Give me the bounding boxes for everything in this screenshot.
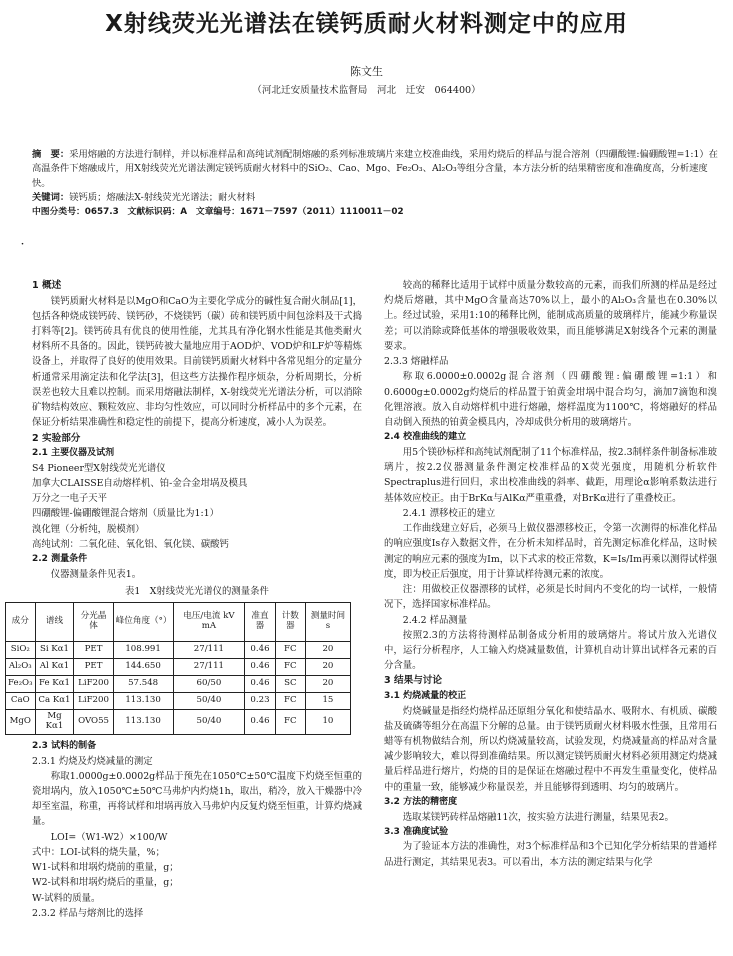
table-cell: 27/111 <box>173 642 245 659</box>
table-cell: 0.46 <box>245 676 275 693</box>
equipment-item: 加拿大CLAISSE自动熔样机、铂-金合金坩埚及模具 <box>32 477 248 489</box>
section-2-2-title: 2.2 测量条件 <box>32 554 88 565</box>
table-cell: 0.23 <box>245 693 275 710</box>
keywords-label: 关键词： <box>32 192 70 204</box>
section-3-title: 3 结果与讨论 <box>384 675 442 687</box>
table-header-row <box>6 603 351 642</box>
section-2-4-title: 2.4 校准曲线的建立 <box>384 432 467 443</box>
table-cell: Ca Kα1 <box>35 693 74 710</box>
author: 陈文生 <box>350 65 383 78</box>
table-cell: FC <box>275 642 305 659</box>
table-cell: CaO <box>6 693 36 710</box>
table-header-cell: 谱线 <box>35 603 74 642</box>
keywords-text: 镁钙质；熔融法X-射线荧光光谱法；耐火材料 <box>69 192 256 204</box>
table-row <box>6 710 351 735</box>
section-1-title: 1 概述 <box>32 280 62 291</box>
table-1 <box>5 602 351 735</box>
section-3-3-paragraph: 为了验证本方法的准确性，对3个标准样品和3个已知化学分析结果的普通样品进行测定，其结果见表3。可以看出，本方法的测定结果与化学 <box>384 841 717 868</box>
table-cell: Mg Kα1 <box>35 710 74 735</box>
section-2-1-title: 2.1 主要仪器及试剂 <box>32 448 115 459</box>
section-3-3-title: 3.3 准确度试验 <box>384 826 449 837</box>
section-2-3-3-title: 2.3.3 熔融样品 <box>384 356 449 368</box>
table-cell: 50/40 <box>173 710 245 735</box>
dilution-paragraph: 较高的稀释比适用于试样中质量分数较高的元素，而我们所测的样品是经过灼烧后熔融，其中MgO含量高达70%以上，最小的Al₂O₃含量也在0.30%以上。经过试验，采用1:10的稀释比例，能制成高质量的玻璃样片，能减少称量误差；可以消除或降低基体的增强吸收效果，而且能够满足X射线各个元素的测量要求。 <box>384 280 717 352</box>
table-row <box>6 693 351 710</box>
formula-definition: W1-试料和坩埚灼烧前的重量，g； <box>32 862 179 874</box>
table-header-cell: 成分 <box>6 603 36 642</box>
table-cell: MgO <box>6 710 36 735</box>
section-2-3-3-paragraph: 称取6.0000±0.0002g混合溶剂（四硼酸锂:偏硼酸锂=1:1）和0.6000g±0.0002g灼烧后的样品置于铂黄金坩埚中混合均匀，滴加7滴饱和溴化锂溶液。放入自动熔样机中进行熔融，熔样温度为1100℃，将熔融好的样品自动倒入预热的铂黄金模具内，冷却成供分析用的玻璃熔片。 <box>384 371 717 429</box>
equipment-item: S4 Pioneer型X射线荧光光谱仪 <box>32 462 166 474</box>
table-cell: OVO55 <box>74 710 113 735</box>
table-cell: 10 <box>305 710 350 735</box>
keywords <box>32 191 718 205</box>
table-cell: FC <box>275 659 305 676</box>
table-header-cell: 峰位角度（°） <box>113 603 173 642</box>
abstract <box>32 148 718 191</box>
table-1-caption: 表1 X射线荧光光谱仪的测量条件 <box>125 585 269 597</box>
table-cell: PET <box>74 659 113 676</box>
section-3-2-paragraph: 选取某镁钙砖样品熔融11次，按实验方法进行测量，结果见表2。 <box>402 811 674 823</box>
equipment-item: 四硼酸锂-偏硼酸锂混合熔剂（质量比为1:1） <box>32 508 220 520</box>
table-cell: 20 <box>305 676 350 693</box>
table-cell: PET <box>74 642 113 659</box>
section-2-4-2-paragraph: 按照2.3的方法将待测样品制备成分析用的玻璃熔片。将试片放入光谱仪中，运行分析程序，人工输入灼烧减量数值，计算机自动计算出试样各元素的百分含量。 <box>384 629 717 672</box>
paper-title: X射线荧光光谱法在镁钙质耐火材料测定中的应用 <box>105 11 628 37</box>
table-cell: 60/50 <box>173 676 245 693</box>
formula-definition: W-试料的质量。 <box>32 892 101 904</box>
section-2-4-paragraph: 用5个镁砂标样和高纯试剂配制了11个标准样品，按2.3制样条件制备标准玻璃片，按2.2仪器测量条件测定校准样品的X荧光强度，用随机分析软件Spectraplus进行回归，求出校准曲线的斜率、截距，用理论α影响系数法进行基体效应校正。由于BrKα与AlKα严重重叠，对BrKα进行了重叠校正。 <box>384 446 717 504</box>
table-cell: Fe Kα1 <box>35 676 74 693</box>
table-cell: 113.130 <box>113 693 173 710</box>
section-2-4-2-title: 2.4.2 样品测量 <box>402 614 468 626</box>
table-cell: 20 <box>305 642 350 659</box>
formula-definition: 式中：LOI-试料的烧失量，%； <box>32 846 165 858</box>
table-cell: 15 <box>305 693 350 710</box>
table-row <box>6 676 351 693</box>
decorative-dot: ・ <box>18 240 28 250</box>
table-header-cell: 电压/电流 kV mA <box>173 603 245 642</box>
table-cell: 50/40 <box>173 693 245 710</box>
abstract-text: 采用熔融的方法进行制样，并以标准样品和高纯试剂配制熔融的系列标准玻璃片来建立校准曲线，采用灼烧后的样品与混合溶剂（四硼酸锂:偏硼酸锂=1:1）在高温条件下熔融成片，用X射线荧光光谱法测定镁钙质耐火材料中的SiO₂、Cao、Mgo、Fe₂O₃、Al₂O₃等组分含量，本方法分析的结果精密度和准确度高，分析速度快。 <box>32 149 718 189</box>
section-3-1-paragraph: 灼烧碱量是指经灼烧样品还原组分氧化和使结晶水、吸附水、有机质、碳酸盐及硫磷等组分在高温下分解的总量。由于镁钙质耐火材料吸水性强，且常用石蜡等有机物做结合剂，所以灼烧减量较高，试验发现，灼烧减量高的样品对含量减少影响较大，难以得到准确结果。所以测定镁钙质耐火材料必须用测定灼烧减量后样品进行熔片，灼烧的目的是保证在熔融过程中不再发生重量变化，使样品中的重量一致，能够减少称量误差，并且能够得到透明、均匀的玻璃片。 <box>384 705 717 793</box>
right-column <box>384 278 717 870</box>
left-column <box>8 278 362 921</box>
table-cell: FC <box>275 710 305 735</box>
section-2-4-1-title: 2.4.1 漂移校正的建立 <box>402 507 496 519</box>
table-cell: Al₂O₃ <box>6 659 36 676</box>
note-paragraph: 注：用做校正仪器漂移的试样，必须是长时间内不变化的均一试样，一般情况下，选择国家标准样品。 <box>384 584 717 611</box>
table-cell: Si Kα1 <box>35 642 74 659</box>
table-cell: LiF200 <box>74 676 113 693</box>
table-cell: 20 <box>305 659 350 676</box>
abstract-label: 摘 要： <box>32 149 70 160</box>
table-cell: 144.650 <box>113 659 173 676</box>
table-cell: 113.130 <box>113 710 173 735</box>
table-row <box>6 659 351 676</box>
table-header-cell: 测量时间 s <box>305 603 350 642</box>
table-cell: 27/111 <box>173 659 245 676</box>
classification-line: 中图分类号：0657.3 文献标识码：A 文章编号：1671－7597（2011）1110011－02 <box>32 206 404 217</box>
table-header-cell: 分光晶体 <box>74 603 113 642</box>
table-cell: SC <box>275 676 305 693</box>
section-3-2-title: 3.2 方法的精密度 <box>384 796 458 807</box>
section-2-3-1-title: 2.3.1 灼烧及灼烧减量的测定 <box>32 755 153 767</box>
table-header-cell: 准直器 <box>245 603 275 642</box>
equipment-item: 溴化锂（分析纯，脱模剂） <box>32 523 145 535</box>
section-2-3-title: 2.3 试料的制备 <box>32 740 97 751</box>
table-cell: 57.548 <box>113 676 173 693</box>
table-cell: 0.46 <box>245 659 275 676</box>
formula-definition: W2-试料和坩埚灼烧后的重量，g； <box>32 877 179 889</box>
section-2-2-text: 仪器测量条件见表1。 <box>50 568 142 580</box>
table-cell: 0.46 <box>245 642 275 659</box>
table-cell: SiO₂ <box>6 642 36 659</box>
section-2-4-1-paragraph: 工作曲线建立好后，必须马上做仪器漂移校正，令第一次测得的标准化样品的响应强度Is存入数据文件，在分析未知样品时，首先测定标准化样品，这时候测定的响应元素的强度为Im，以下式求的校正常数，K=Is/Im再乘以测得试样强度，即为校正后强度，用于计算试样待测元素的浓度。 <box>384 523 717 580</box>
section-2-title: 2 实验部分 <box>32 432 81 444</box>
formula: LOI=（W1-W2）×100/W <box>50 831 168 843</box>
table-cell: 108.991 <box>113 642 173 659</box>
table-row <box>6 642 351 659</box>
table-cell: Al Kα1 <box>35 659 74 676</box>
section-1-paragraph: 镁钙质耐火材料是以MgO和CaO为主要化学成分的碱性复合耐火制品[1]，包括各种烧成镁钙砖、镁钙砂，不烧镁钙（碳）砖和镁钙质中间包涂料及干式捣打料等[2]。镁钙砖具有优良的使用性能，尤其具有净化钢水性能是其他类耐火材料所不具备的。因此，镁钙砖被大量地应用于AOD炉、VOD炉和LF炉等精炼设备上，并取得了良好的使用效果。目前镁钙质耐火材料中各常见组分的定量分析通常采用滴定法和化学法[3]，但这些方法操作程序烦杂，分析周期长，分析误差也较大且难以控制。而采用熔融法制样，X-射线荧光光谱法分析，可以消除矿物结构效应、颗粒效应、非均匀性效应，可以同时分析样品中的多个元素，在保证分析结果准确性和稳定性的前提下，提高分析速度，减小人为误差。 <box>32 295 362 429</box>
table-cell: Fe₂O₃ <box>6 676 36 693</box>
equipment-item: 高纯试剂：二氧化硅、氧化铝、氧化镁、碳酸钙 <box>32 538 229 550</box>
affiliation: （河北迁安质量技术监督局 河北 迁安 064400） <box>252 85 481 96</box>
section-2-3-1-paragraph: 称取1.0000g±0.0002g样品于预先在1050℃±50℃温度下灼烧至恒重的瓷坩埚内，放入1050℃±50℃马弗炉内灼烧1h，取出，稍冷，放入干燥器中冷却至室温，称重，再将试样和坩埚再放入马弗炉内反复灼烧至恒重，计算灼烧减量。 <box>32 770 362 828</box>
equipment-item: 万分之一电子天平 <box>32 493 108 505</box>
table-cell: FC <box>275 693 305 710</box>
table-header-cell: 计数器 <box>275 603 305 642</box>
section-2-3-2-title: 2.3.2 样品与熔剂比的选择 <box>32 907 144 919</box>
abstract-block <box>32 148 718 219</box>
table-cell: 0.46 <box>245 710 275 735</box>
table-cell: LiF200 <box>74 693 113 710</box>
section-3-1-title: 3.1 灼烧减量的校正 <box>384 690 467 701</box>
